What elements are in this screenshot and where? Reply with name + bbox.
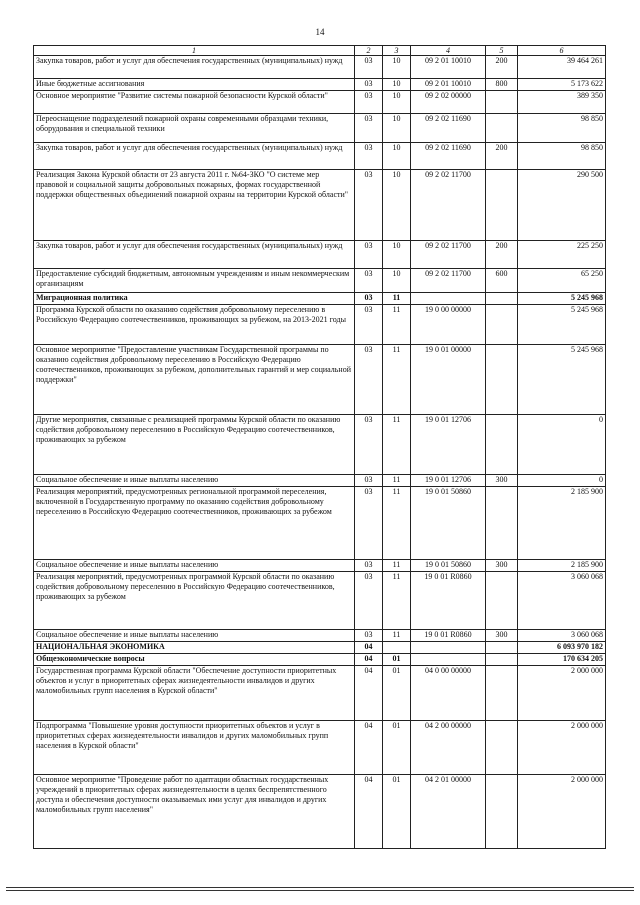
header-col-3: 3 — [383, 46, 411, 56]
row-target-article: 09 2 02 11700 — [411, 170, 486, 241]
row-amount: 98 850 — [518, 143, 606, 170]
header-row — [34, 46, 606, 56]
table-row — [34, 475, 606, 487]
row-target-article: 09 2 02 11700 — [411, 241, 486, 269]
row-name: Подпрограмма "Повышение уровня доступности приоритетных объектов и услуг в приоритетных сферах жизнедеятельности инвалидов и других маломобильных групп населения в Курской области" — [34, 721, 355, 775]
row-name: Социальное обеспечение и иные выплаты населению — [34, 560, 355, 572]
row-amount: 5 173 622 — [518, 79, 606, 91]
row-name: Реализация Закона Курской области от 23 августа 2011 г. №64-ЗКО "О системе мер правовой и социальной защиты добровольных пожарных, формах государственной поддержки общественных объединений пожарной охраны на территории Курской области" — [34, 170, 355, 241]
bottom-rule — [6, 887, 634, 888]
row-target-article: 09 2 02 11700 — [411, 269, 486, 293]
row-name: Закупка товаров, работ и услуг для обеспечения государственных (муниципальных) нужд — [34, 56, 355, 79]
row-name: Основное мероприятие "Развитие системы пожарной безопасности Курской области" — [34, 91, 355, 114]
row-subsection: 10 — [383, 91, 411, 114]
row-target-article: 19 0 01 50860 — [411, 487, 486, 560]
row-name: Реализация мероприятий, предусмотренных программой Курской области по оказанию содействия добровольному переселению в Российскую Федерацию соотечественников, проживающих за рубежом — [34, 572, 355, 630]
row-expense-type — [486, 775, 518, 849]
row-section: 03 — [355, 560, 383, 572]
row-expense-type — [486, 572, 518, 630]
row-target-article: 19 0 01 12706 — [411, 475, 486, 487]
table-row — [34, 630, 606, 642]
row-amount: 2 000 000 — [518, 666, 606, 721]
row-amount: 2 000 000 — [518, 721, 606, 775]
row-subsection: 01 — [383, 721, 411, 775]
row-section: 03 — [355, 114, 383, 143]
row-expense-type: 200 — [486, 241, 518, 269]
row-name: Реализация мероприятий, предусмотренных региональной программой переселения, включенной в Государственную программу по оказанию содействия добровольному переселению в Российскую Федерацию соотечественников, проживающих за рубежом — [34, 487, 355, 560]
row-expense-type: 200 — [486, 56, 518, 79]
row-section: 03 — [355, 475, 383, 487]
row-name: НАЦИОНАЛЬНАЯ ЭКОНОМИКА — [34, 642, 355, 654]
row-name: Иные бюджетные ассигнования — [34, 79, 355, 91]
row-subsection: 10 — [383, 143, 411, 170]
row-target-article: 19 0 01 R0860 — [411, 630, 486, 642]
row-target-article: 09 2 01 10010 — [411, 56, 486, 79]
row-amount: 3 060 068 — [518, 630, 606, 642]
table-row — [34, 114, 606, 143]
row-subsection: 11 — [383, 475, 411, 487]
row-subsection: 10 — [383, 241, 411, 269]
row-amount: 65 250 — [518, 269, 606, 293]
header-col-2: 2 — [355, 46, 383, 56]
row-amount: 2 185 900 — [518, 487, 606, 560]
row-target-article: 09 2 01 10010 — [411, 79, 486, 91]
row-section: 03 — [355, 269, 383, 293]
table-row — [34, 415, 606, 475]
table-row — [34, 487, 606, 560]
row-amount: 0 — [518, 475, 606, 487]
row-expense-type — [486, 170, 518, 241]
row-section: 03 — [355, 241, 383, 269]
row-section: 03 — [355, 56, 383, 79]
row-expense-type — [486, 721, 518, 775]
row-target-article: 04 2 01 00000 — [411, 775, 486, 849]
table-row — [34, 91, 606, 114]
row-section: 03 — [355, 415, 383, 475]
row-expense-type — [486, 114, 518, 143]
row-target-article: 19 0 01 50860 — [411, 560, 486, 572]
row-subsection: 01 — [383, 654, 411, 666]
table-row — [34, 305, 606, 345]
row-amount: 170 634 205 — [518, 654, 606, 666]
row-target-article — [411, 642, 486, 654]
row-name: Социальное обеспечение и иные выплаты населению — [34, 630, 355, 642]
row-subsection: 01 — [383, 666, 411, 721]
row-subsection: 10 — [383, 114, 411, 143]
row-section: 03 — [355, 305, 383, 345]
row-subsection: 11 — [383, 305, 411, 345]
row-amount: 98 850 — [518, 114, 606, 143]
row-subsection: 11 — [383, 630, 411, 642]
row-amount: 2 000 000 — [518, 775, 606, 849]
table-row — [34, 241, 606, 269]
row-amount: 3 060 068 — [518, 572, 606, 630]
row-amount: 389 350 — [518, 91, 606, 114]
row-subsection: 11 — [383, 560, 411, 572]
row-subsection: 11 — [383, 415, 411, 475]
row-amount: 39 464 261 — [518, 56, 606, 79]
row-target-article: 19 0 01 R0860 — [411, 572, 486, 630]
table-row — [34, 79, 606, 91]
row-section: 03 — [355, 170, 383, 241]
row-subsection: 10 — [383, 56, 411, 79]
row-name: Миграционная политика — [34, 293, 355, 305]
row-section: 03 — [355, 630, 383, 642]
row-name: Закупка товаров, работ и услуг для обеспечения государственных (муниципальных) нужд — [34, 143, 355, 170]
row-expense-type: 300 — [486, 630, 518, 642]
row-expense-type — [486, 345, 518, 415]
row-section: 04 — [355, 642, 383, 654]
row-expense-type — [486, 415, 518, 475]
header-col-5: 5 — [486, 46, 518, 56]
row-section: 04 — [355, 666, 383, 721]
row-target-article: 04 0 00 00000 — [411, 666, 486, 721]
row-section: 03 — [355, 487, 383, 560]
row-amount: 0 — [518, 415, 606, 475]
table-row — [34, 345, 606, 415]
row-section: 03 — [355, 91, 383, 114]
header-col-1: 1 — [34, 46, 355, 56]
row-target-article: 04 2 00 00000 — [411, 721, 486, 775]
row-expense-type — [486, 293, 518, 305]
row-expense-type — [486, 91, 518, 114]
row-expense-type — [486, 666, 518, 721]
row-name: Основное мероприятие "Предоставление участникам Государственной программы по оказанию содействия добровольному переселению в Российскую Федерацию соотечественников, проживающих за рубежом, дополнительных гарантий и мер социальной поддержки" — [34, 345, 355, 415]
row-section: 03 — [355, 293, 383, 305]
table-row — [34, 572, 606, 630]
row-target-article: 09 2 02 11690 — [411, 114, 486, 143]
row-section: 04 — [355, 721, 383, 775]
row-name: Переоснащение подразделений пожарной охраны современными образцами техники, оборудования и специальной техники — [34, 114, 355, 143]
row-expense-type — [486, 487, 518, 560]
budget-table — [33, 45, 606, 849]
row-amount: 225 250 — [518, 241, 606, 269]
table-row — [34, 721, 606, 775]
row-expense-type: 200 — [486, 143, 518, 170]
table-row — [34, 654, 606, 666]
table-row — [34, 775, 606, 849]
row-section: 03 — [355, 79, 383, 91]
bottom-rule-second — [6, 890, 634, 891]
row-name: Программа Курской области по оказанию содействия добровольному переселению в Российскую Федерацию соотечественников, проживающих за рубежом, на 2013-2021 годы — [34, 305, 355, 345]
row-target-article — [411, 293, 486, 305]
header-col-4: 4 — [411, 46, 486, 56]
row-amount: 2 185 900 — [518, 560, 606, 572]
row-name: Другие мероприятия, связанные с реализацией программы Курской области по оказанию содействия добровольному переселению в Российскую Федерацию соотечественников, проживающих за рубежом — [34, 415, 355, 475]
row-expense-type: 800 — [486, 79, 518, 91]
table-row — [34, 143, 606, 170]
row-expense-type — [486, 654, 518, 666]
row-name: Закупка товаров, работ и услуг для обеспечения государственных (муниципальных) нужд — [34, 241, 355, 269]
table-row — [34, 170, 606, 241]
row-amount: 5 245 968 — [518, 305, 606, 345]
row-amount: 5 245 968 — [518, 345, 606, 415]
header-col-6: 6 — [518, 46, 606, 56]
row-target-article: 19 0 00 00000 — [411, 305, 486, 345]
row-subsection: 11 — [383, 345, 411, 415]
table-row — [34, 269, 606, 293]
row-subsection: 11 — [383, 487, 411, 560]
table-row — [34, 560, 606, 572]
row-target-article: 09 2 02 00000 — [411, 91, 486, 114]
page-number: 14 — [315, 27, 325, 37]
row-section: 03 — [355, 143, 383, 170]
row-subsection: 01 — [383, 775, 411, 849]
row-subsection: 10 — [383, 79, 411, 91]
row-section: 03 — [355, 572, 383, 630]
row-name: Основное мероприятие "Проведение работ по адаптации областных государственных учреждений в приоритетных сферах жизнедеятельности в целях беспрепятственного доступа и обеспечения доступности оказываемых ими услуг для инвалидов и других маломобильных групп населения" — [34, 775, 355, 849]
row-subsection: 10 — [383, 170, 411, 241]
row-subsection: 11 — [383, 293, 411, 305]
row-expense-type: 600 — [486, 269, 518, 293]
row-expense-type: 300 — [486, 475, 518, 487]
table-row — [34, 666, 606, 721]
row-amount: 290 500 — [518, 170, 606, 241]
row-subsection: 10 — [383, 269, 411, 293]
row-expense-type — [486, 642, 518, 654]
row-name: Социальное обеспечение и иные выплаты населению — [34, 475, 355, 487]
row-amount: 5 245 968 — [518, 293, 606, 305]
row-target-article: 19 0 01 00000 — [411, 345, 486, 415]
row-section: 04 — [355, 775, 383, 849]
row-name: Общеэкономические вопросы — [34, 654, 355, 666]
row-amount: 6 093 970 182 — [518, 642, 606, 654]
row-subsection — [383, 642, 411, 654]
row-target-article: 19 0 01 12706 — [411, 415, 486, 475]
row-target-article: 09 2 02 11690 — [411, 143, 486, 170]
table-row — [34, 642, 606, 654]
row-name: Государственная программа Курской области "Обеспечение доступности приоритетных объектов и услуг в приоритетных сферах жизнедеятельности инвалидов и других маломобильных групп населения в Курской области" — [34, 666, 355, 721]
row-section: 03 — [355, 345, 383, 415]
row-target-article — [411, 654, 486, 666]
row-subsection: 11 — [383, 572, 411, 630]
row-expense-type: 300 — [486, 560, 518, 572]
row-expense-type — [486, 305, 518, 345]
row-name: Предоставление субсидий бюджетным, автономным учреждениям и иным некоммерческим организациям — [34, 269, 355, 293]
table-row — [34, 293, 606, 305]
table-row — [34, 56, 606, 79]
row-section: 04 — [355, 654, 383, 666]
